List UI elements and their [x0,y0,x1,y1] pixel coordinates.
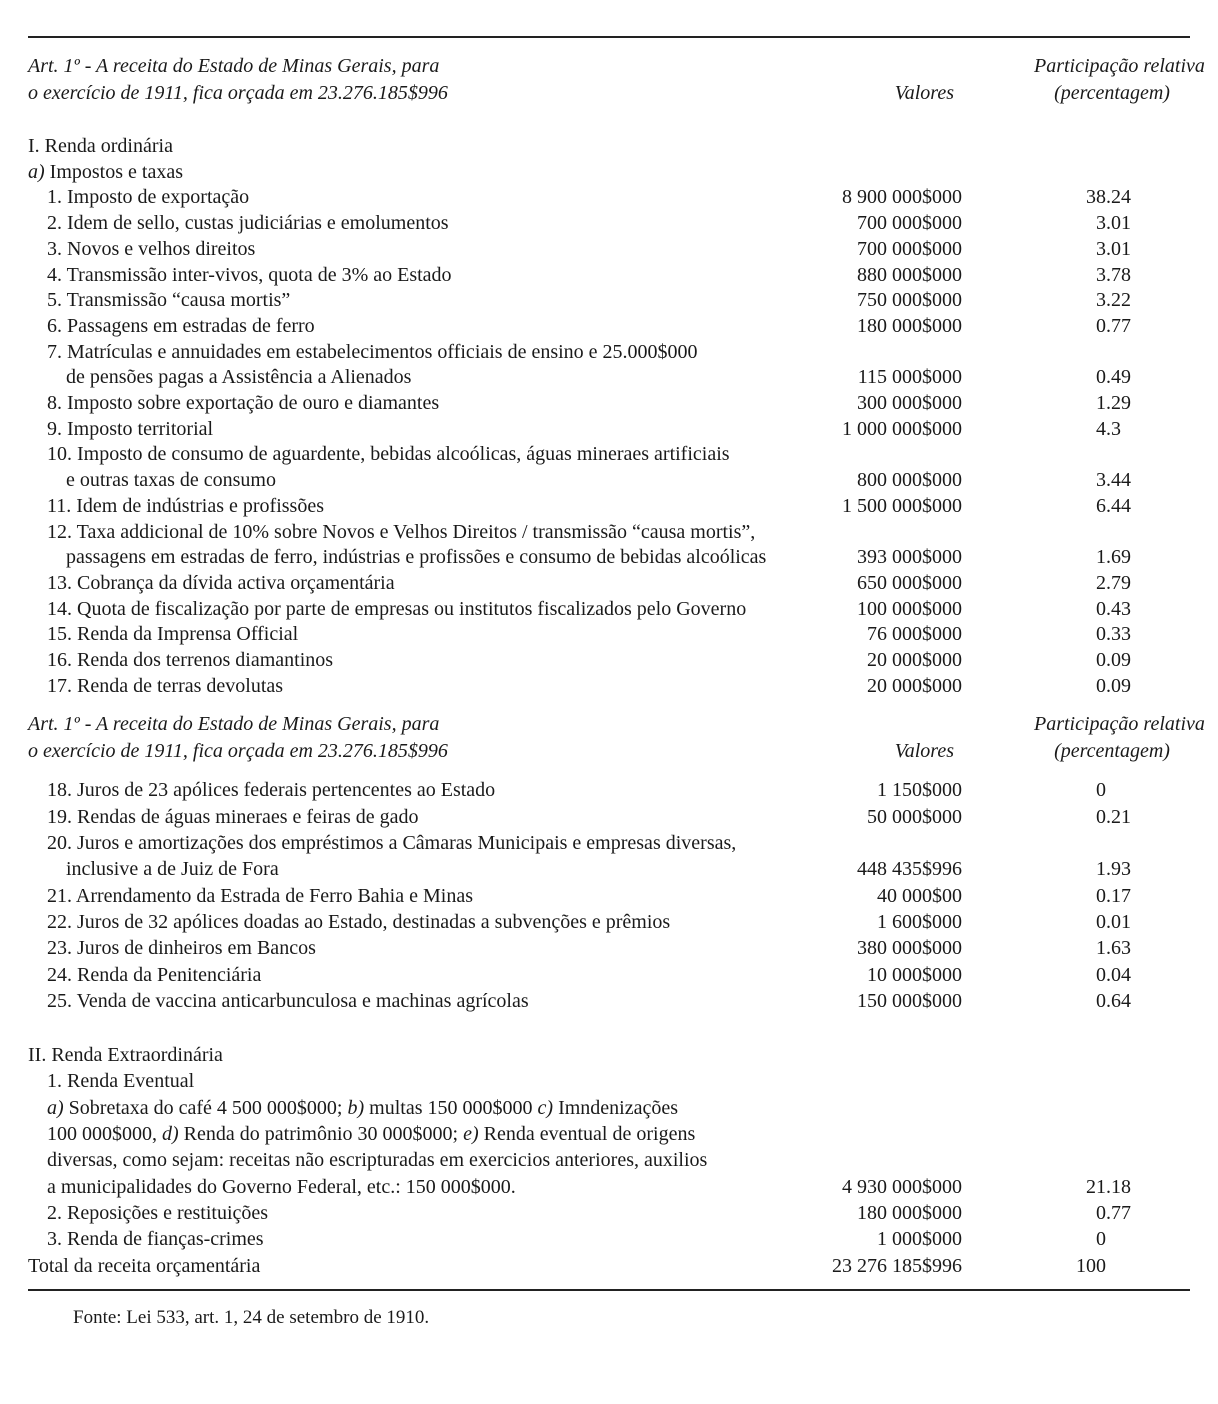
row-value [812,520,962,546]
table-caption [28,711,812,765]
row-percentage [962,777,1190,803]
row-percentage [962,1253,1190,1279]
row-value: 23 276 185$996 [832,1254,962,1277]
row-percentage [962,1226,1190,1252]
table-row [28,211,1190,237]
percentage-decimal: .24 [1106,186,1131,209]
table-row [28,417,1190,443]
table-row [28,909,1190,935]
row-label: a municipalidades do Governo Federal, etc.: 150 000$000. [47,1175,516,1198]
percentage-integer: 1 [1096,937,1106,960]
percentage-decimal: .18 [1106,1175,1131,1198]
row-percentage [962,1068,1190,1094]
table-row [28,883,1190,909]
row-percentage [962,134,1190,160]
row-label: 16. Renda dos terrenos diamantinos [47,649,334,672]
row-value [812,1095,962,1121]
row-value [812,1147,962,1173]
percentage-integer: 4 [1096,417,1106,440]
percentage-decimal: .3 [1106,417,1121,440]
row-value [812,1121,962,1147]
percentage-integer: 21 [1086,1175,1106,1198]
row-percentage [962,1200,1190,1226]
row-percentage [962,622,1190,648]
row-value: 8 900 000$000 [842,186,962,209]
table-row [28,237,1190,263]
table-caption [28,53,812,107]
row-value [812,1068,962,1094]
percentage-integer: 3 [1096,237,1106,260]
table-row [28,1147,1190,1173]
table-row [28,263,1190,289]
row-value: 750 000$000 [857,289,962,312]
row-value: 76 000$000 [867,623,962,646]
row-label: diversas, como sejam: receitas não escripturadas em exercicios anteriores, auxilios [47,1149,708,1172]
row-value [812,830,962,856]
table-row [28,988,1190,1014]
participacao-line2: (percentagem) [1054,82,1170,104]
row-percentage [962,340,1190,366]
row-label: I. Renda ordinária [28,135,173,157]
row-percentage [962,185,1190,211]
table-row [28,1253,1190,1279]
percentage-integer: 3 [1096,212,1106,235]
row-value [812,340,962,366]
percentage-integer: 38 [1086,186,1106,209]
table-row [28,520,1190,546]
percentage-integer [962,442,1106,468]
row-percentage [962,520,1190,546]
row-percentage [962,909,1190,935]
row-label: 12. Taxa addicional de 10% sobre Novos e Velhos Direitos / transmissão “causa mortis”, [47,520,756,543]
row-value: 115 000$000 [857,366,962,389]
caption-line1: Art. 1º - A receita do Estado de Minas Gerais, para [28,55,440,77]
row-value: 10 000$000 [867,963,962,986]
column-header-participacao [962,711,1205,765]
row-label: 6. Passagens em estradas de ferro [47,314,315,337]
caption-line1: Art. 1º - A receita do Estado de Minas Gerais, para [28,713,440,736]
row-label: 18. Juros de 23 apólices federais pertencentes ao Estado [47,779,496,802]
row-label: 10. Imposto de consumo de aguardente, bebidas alcoólicas, águas mineraes artificiais [47,443,730,466]
percentage-integer: 3 [1096,263,1106,286]
percentage-integer: 0 [1096,623,1106,646]
row-percentage [962,365,1190,391]
percentage-integer [962,1068,1106,1094]
table-row [28,494,1190,520]
table-row [28,391,1190,417]
row-label: 13. Cobrança da dívida activa orçamentária [47,571,395,594]
row-label: 9. Imposto territorial [47,417,214,440]
row-percentage [962,856,1190,882]
percentage-integer: 1 [1096,546,1106,569]
row-value: 650 000$000 [857,571,962,594]
row-value: 300 000$000 [857,392,962,415]
percentage-decimal: .33 [1106,623,1131,646]
row-value: 4 930 000$000 [842,1175,962,1198]
table-section-renda-ordinaria-cont [28,777,1190,1014]
row-percentage [962,160,1190,186]
percentage-decimal: .17 [1106,884,1131,907]
row-label: 23. Juros de dinheiros em Bancos [47,937,316,960]
percentage-integer: 6 [1096,494,1106,517]
percentage-decimal: .79 [1106,571,1131,594]
percentage-decimal: .49 [1106,366,1131,389]
percentage-integer: 2 [1096,571,1106,594]
row-percentage [962,1147,1190,1173]
table-row [28,160,1190,186]
row-percentage [962,1121,1190,1147]
row-value: 800 000$000 [857,469,962,492]
percentage-decimal: .93 [1106,858,1131,881]
table-row [28,571,1190,597]
table-row [28,1121,1190,1147]
table-row [28,314,1190,340]
percentage-integer: 0 [1096,989,1106,1012]
row-label: inclusive a de Juiz de Fora [66,858,279,881]
participacao-line1: Participação relativa [1034,713,1205,736]
row-percentage [962,962,1190,988]
percentage-decimal: .63 [1106,937,1131,960]
percentage-integer: 0 [1096,366,1106,389]
percentage-decimal: .78 [1106,263,1131,286]
row-label: 100 000$000, d) Renda do patrimônio 30 000$000; e) Renda eventual de origens [47,1123,696,1146]
table-section-renda-extraordinaria [28,1042,1190,1279]
table-row [28,365,1190,391]
row-label: 8. Imposto sobre exportação de ouro e diamantes [47,392,440,415]
row-label: 25. Venda de vaccina anticarbunculosa e machinas agrícolas [47,989,529,1012]
percentage-decimal: .29 [1106,392,1131,415]
row-percentage [962,988,1190,1014]
percentage-integer [962,340,1106,366]
table-section-renda-ordinaria [28,134,1190,699]
table-row [28,1095,1190,1121]
percentage-integer: 0 [1096,805,1106,828]
row-value: 150 000$000 [857,989,962,1012]
row-percentage [962,804,1190,830]
percentage-integer: 100 [1076,1254,1106,1277]
row-label: 3. Renda de fianças-crimes [47,1228,264,1251]
row-percentage [962,211,1190,237]
row-percentage [962,648,1190,674]
row-value: 880 000$000 [857,263,962,286]
row-value: 1 600$000 [877,910,962,933]
row-label: 20. Juros e amortizações dos empréstimos a Câmaras Municipais e empresas diversas, [47,832,737,855]
percentage-integer: 0 [1096,674,1106,697]
row-label: 15. Renda da Imprensa Official [47,623,299,646]
table-row [28,185,1190,211]
row-label: 21. Arrendamento da Estrada de Ferro Bahia e Minas [47,884,473,907]
table-row [28,468,1190,494]
row-percentage [962,1095,1190,1121]
table-row [28,545,1190,571]
row-label: 14. Quota de fiscalização por parte de empresas ou institutos fiscalizados pelo Governo [47,597,747,620]
table-row [28,442,1190,468]
row-value: 700 000$000 [857,212,962,235]
row-label: 1. Imposto de exportação [47,186,250,209]
row-label: 5. Transmissão “causa mortis” [47,289,291,312]
row-value: 20 000$000 [867,649,962,672]
percentage-integer [962,1042,1106,1068]
table-row [28,674,1190,700]
percentage-integer [962,1147,1106,1173]
percentage-integer: 3 [1096,289,1106,312]
participacao-line2: (percentagem) [1054,740,1170,763]
row-value: 700 000$000 [857,237,962,260]
row-percentage [962,883,1190,909]
table-row [28,777,1190,803]
row-label: 3. Novos e velhos direitos [47,237,256,260]
row-label: 7. Matrículas e annuidades em estabelecimentos officiais de ensino e 25.000$000 [47,340,698,363]
row-label: 19. Rendas de águas mineraes e feiras de gado [47,805,419,828]
row-value [812,160,962,186]
percentage-decimal: .77 [1106,1201,1131,1224]
row-label: 22. Juros de 32 apólices doadas ao Estado, destinadas a subvenções e prêmios [47,910,671,933]
percentage-integer: 0 [1096,597,1106,620]
row-value: 180 000$000 [857,1201,962,1224]
percentage-integer [962,520,1106,546]
percentage-integer [962,830,1106,856]
row-label: a) Impostos e taxas [28,160,183,183]
table-row [28,856,1190,882]
percentage-integer: 0 [1096,963,1106,986]
table-row [28,288,1190,314]
percentage-decimal: .44 [1106,494,1131,517]
row-label: passagens em estradas de ferro, indústrias e profissões e consumo de bebidas alcoólicas [66,546,767,569]
column-header-valores: Valores [894,740,954,763]
source-note: Fonte: Lei 533, art. 1, 24 de setembro de 1910. [73,1306,430,1328]
table-bottom-rule [28,1289,1190,1291]
percentage-decimal: .04 [1106,963,1131,986]
row-label: 11. Idem de indústrias e profissões [47,494,324,517]
row-percentage [962,417,1190,443]
row-percentage [962,494,1190,520]
percentage-decimal: .64 [1106,989,1131,1012]
percentage-integer: 0 [1096,910,1106,933]
column-header-valores: Valores [894,82,954,104]
row-value: 40 000$00 [877,884,962,907]
row-value [812,1042,962,1068]
percentage-integer: 1 [1096,392,1106,415]
table-row [28,1068,1190,1094]
row-percentage [962,935,1190,961]
row-percentage [962,597,1190,623]
row-label: 1. Renda Eventual [47,1070,195,1093]
table-row [28,935,1190,961]
row-value: 1 150$000 [877,779,962,802]
column-header-participacao [962,53,1205,107]
row-percentage [962,314,1190,340]
row-value: 50 000$000 [867,805,962,828]
row-value: 393 000$000 [857,546,962,569]
percentage-integer: 3 [1096,469,1106,492]
table-header [28,53,1205,107]
row-label: Total da receita orçamentária [28,1254,261,1277]
row-percentage [962,1174,1190,1200]
row-percentage [962,571,1190,597]
table-header-repeat [28,711,1205,765]
table-row [28,597,1190,623]
row-label: 2. Reposições e restituições [47,1201,269,1224]
row-value: 380 000$000 [857,937,962,960]
caption-line2: o exercício de 1911, fica orçada em 23.276.185$996 [28,740,448,763]
table-row [28,804,1190,830]
row-percentage [962,468,1190,494]
percentage-integer: 0 [1096,649,1106,672]
row-value [812,442,962,468]
percentage-integer: 0 [1096,884,1106,907]
row-percentage [962,263,1190,289]
row-label: 17. Renda de terras devolutas [47,674,284,697]
table-row [28,1174,1190,1200]
percentage-decimal: .77 [1106,314,1131,337]
percentage-integer: 1 [1096,858,1106,881]
table-row [28,648,1190,674]
table-row [28,962,1190,988]
row-percentage [962,1042,1190,1068]
row-percentage [962,442,1190,468]
row-value: 1 000$000 [877,1228,962,1251]
table-top-rule [28,36,1190,38]
percentage-decimal: .01 [1106,237,1131,260]
row-value: 448 435$996 [857,858,962,881]
row-percentage [962,674,1190,700]
percentage-integer: 0 [1096,314,1106,337]
row-value [812,134,962,160]
row-label: e outras taxas de consumo [66,469,276,492]
row-value: 1 500 000$000 [842,494,962,517]
percentage-integer: 0 [1096,1201,1106,1224]
table-row [28,1200,1190,1226]
document-page [0,36,1218,1329]
percentage-integer [962,1095,1106,1121]
row-label: 2. Idem de sello, custas judiciárias e emolumentos [47,212,449,235]
row-percentage [962,237,1190,263]
row-label: de pensões pagas a Assistência a Alienados [66,366,412,389]
table-row [28,1226,1190,1252]
row-label: 4. Transmissão inter-vivos, quota de 3% ao Estado [47,263,452,286]
participacao-line1: Participação relativa [1034,55,1205,77]
percentage-decimal: .01 [1106,212,1131,235]
row-percentage [962,391,1190,417]
percentage-decimal: .21 [1106,805,1131,828]
row-percentage [962,830,1190,856]
percentage-decimal: .69 [1106,546,1131,569]
percentage-integer: 0 [1096,779,1106,802]
percentage-decimal: .09 [1106,649,1131,672]
percentage-decimal: .22 [1106,289,1131,312]
row-value: 100 000$000 [857,597,962,620]
percentage-decimal: .09 [1106,674,1131,697]
row-value: 180 000$000 [857,314,962,337]
percentage-integer [962,134,1106,160]
row-label: 24. Renda da Penitenciária [47,963,262,986]
table-row [28,134,1190,160]
table-row [28,340,1190,366]
row-percentage [962,288,1190,314]
percentage-decimal: .01 [1106,910,1131,933]
row-value: 20 000$000 [867,674,962,697]
percentage-decimal: .44 [1106,469,1131,492]
percentage-integer: 0 [1096,1228,1106,1251]
row-percentage [962,545,1190,571]
percentage-integer [962,1121,1106,1147]
caption-line2: o exercício de 1911, fica orçada em 23.276.185$996 [28,82,448,104]
row-value: 1 000 000$000 [842,417,962,440]
table-row [28,830,1190,856]
table-row [28,622,1190,648]
percentage-integer [962,160,1106,186]
row-label: a) Sobretaxa do café 4 500 000$000; b) multas 150 000$000 c) Imndenizações [47,1096,679,1119]
row-label: II. Renda Extraordinária [28,1044,223,1067]
table-row [28,1042,1190,1068]
percentage-decimal: .43 [1106,597,1131,620]
